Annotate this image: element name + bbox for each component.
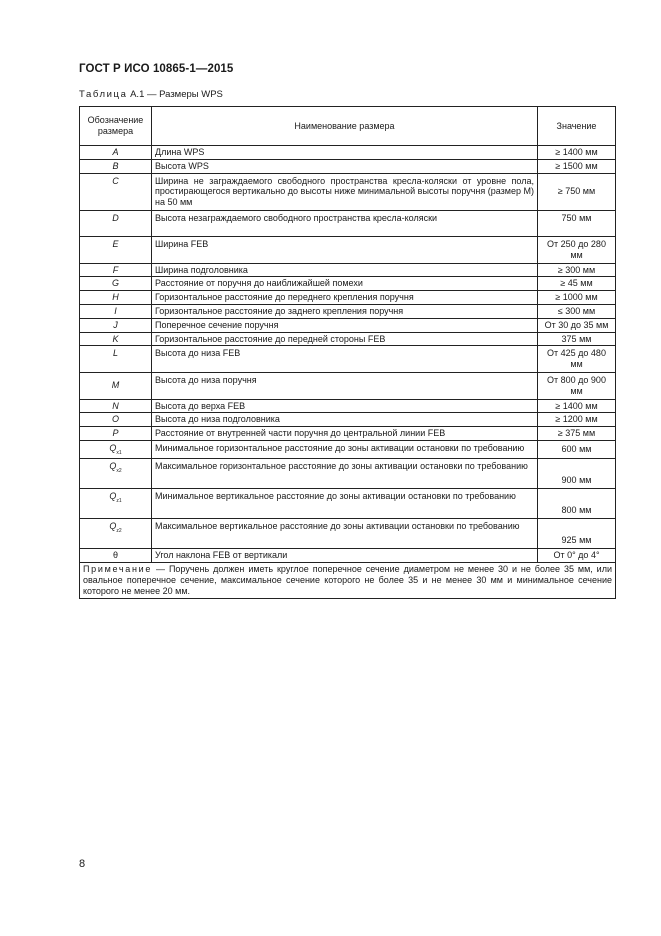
row-value: От 250 до 280 мм <box>538 236 616 263</box>
row-symbol: θ <box>80 548 152 562</box>
row-symbol-letter: Q <box>109 442 117 453</box>
row-symbol-letter: Q <box>109 520 117 531</box>
table-row <box>80 346 616 373</box>
row-symbol: A <box>80 146 152 160</box>
row-name: Высота до низа поручня <box>152 372 538 399</box>
table-row <box>80 236 616 263</box>
row-name: Высота незаграждаемого свободного пространства кресла-коляски <box>152 210 538 236</box>
row-value: ≥ 1400 мм <box>538 399 616 413</box>
table-row <box>80 399 616 413</box>
row-value: 750 мм <box>538 210 616 236</box>
page-number: 8 <box>79 858 86 870</box>
table-row <box>80 318 616 332</box>
table-row <box>80 518 616 548</box>
row-symbol: J <box>80 318 152 332</box>
row-name: Максимальное горизонтальное расстояние до зоны активации остановки по требованию <box>152 458 538 488</box>
note-label: Примечание <box>83 563 153 574</box>
row-symbol-subscript: z1 <box>116 497 122 504</box>
table-note-row <box>80 562 616 599</box>
row-symbol-subscript: x2 <box>116 467 122 474</box>
row-value: От 0° до 4° <box>538 548 616 562</box>
row-symbol <box>80 440 152 458</box>
row-symbol <box>80 488 152 518</box>
row-symbol-subscript: x1 <box>116 449 122 456</box>
row-symbol: L <box>80 346 152 373</box>
row-symbol-letter: Q <box>109 490 117 501</box>
row-value: От 30 до 35 мм <box>538 318 616 332</box>
row-symbol: H <box>80 291 152 305</box>
table-row <box>80 427 616 441</box>
row-value: 925 мм <box>538 518 616 548</box>
row-value: 800 мм <box>538 488 616 518</box>
row-name: Ширина не заграждаемого свободного пространства кресла-коляски от уровне пола, простирающегося вертикально до высоты ниже минимальной высоты поручня (размер M) на 50 мм <box>152 173 538 210</box>
table-caption-prefix: Таблица <box>79 89 128 100</box>
table-caption-title: А.1 — Размеры WPS <box>127 89 223 100</box>
row-value: ≥ 375 мм <box>538 427 616 441</box>
row-value: ≥ 1200 мм <box>538 413 616 427</box>
row-name: Горизонтальное расстояние до переднего крепления поручня <box>152 291 538 305</box>
row-name: Максимальное вертикальное расстояние до зоны активации остановки по требованию <box>152 518 538 548</box>
table-header-row <box>80 107 616 146</box>
row-value: ≥ 45 мм <box>538 277 616 291</box>
row-symbol: N <box>80 399 152 413</box>
row-name: Длина WPS <box>152 146 538 160</box>
row-name: Горизонтальное расстояние до заднего крепления поручня <box>152 304 538 318</box>
row-name: Высота до низа подголовника <box>152 413 538 427</box>
row-value: ≤ 300 мм <box>538 304 616 318</box>
table-row <box>80 277 616 291</box>
row-symbol-subscript: z2 <box>116 527 122 534</box>
table-row <box>80 458 616 488</box>
column-header-value: Значение <box>538 107 616 146</box>
row-name: Высота до низа FEB <box>152 346 538 373</box>
row-name: Расстояние от поручня до наиближайшей помехи <box>152 277 538 291</box>
row-symbol: F <box>80 263 152 277</box>
table-row <box>80 146 616 160</box>
row-value: От 425 до 480 мм <box>538 346 616 373</box>
row-symbol-letter: Q <box>109 460 117 471</box>
row-name: Горизонтальное расстояние до передней стороны FEB <box>152 332 538 346</box>
note-text: — Поручень должен иметь круглое поперечное сечение диаметром не менее 30 и не более 35 мм, или овальное поперечное сечение, максимальное сечение которого не более 35 и не менее 30 мм и минимальное сечение которого не менее 20 мм. <box>83 563 612 597</box>
row-value: От 800 до 900 мм <box>538 372 616 399</box>
row-value: ≥ 1500 мм <box>538 159 616 173</box>
row-value: 375 мм <box>538 332 616 346</box>
row-symbol: I <box>80 304 152 318</box>
table-row <box>80 413 616 427</box>
column-header-name: Наименование размера <box>152 107 538 146</box>
row-symbol: E <box>80 236 152 263</box>
row-name: Расстояние от внутренней части поручня до центральной линии FEB <box>152 427 538 441</box>
row-value: 600 мм <box>538 440 616 458</box>
row-name: Ширина FEB <box>152 236 538 263</box>
row-symbol: D <box>80 210 152 236</box>
dimensions-table <box>79 106 616 599</box>
row-value: ≥ 1000 мм <box>538 291 616 305</box>
row-symbol: C <box>80 173 152 210</box>
table-row <box>80 332 616 346</box>
table-row <box>80 372 616 399</box>
row-symbol: P <box>80 427 152 441</box>
row-name: Высота до верха FEB <box>152 399 538 413</box>
row-symbol: M <box>80 372 152 399</box>
row-name: Минимальное горизонтальное расстояние до зоны активации остановки по требованию <box>152 440 538 458</box>
row-value: ≥ 300 мм <box>538 263 616 277</box>
row-value: ≥ 1400 мм <box>538 146 616 160</box>
table-row <box>80 159 616 173</box>
row-name: Ширина подголовника <box>152 263 538 277</box>
row-symbol: B <box>80 159 152 173</box>
document-header: ГОСТ Р ИСО 10865-1—2015 <box>79 63 234 75</box>
row-symbol <box>80 458 152 488</box>
column-header-symbol: Обозначение размера <box>80 107 152 146</box>
row-value: 900 мм <box>538 458 616 488</box>
row-name: Высота WPS <box>152 159 538 173</box>
table-row <box>80 440 616 458</box>
row-symbol: O <box>80 413 152 427</box>
row-name: Угол наклона FEB от вертикали <box>152 548 538 562</box>
row-name: Минимальное вертикальное расстояние до зоны активации остановки по требованию <box>152 488 538 518</box>
table-row <box>80 173 616 210</box>
table-row <box>80 304 616 318</box>
table-row <box>80 210 616 236</box>
row-symbol: G <box>80 277 152 291</box>
table-note <box>80 562 616 599</box>
table-row <box>80 488 616 518</box>
table-row <box>80 291 616 305</box>
row-name: Поперечное сечение поручня <box>152 318 538 332</box>
row-value: ≥ 750 мм <box>538 173 616 210</box>
table-row <box>80 263 616 277</box>
table-caption <box>79 89 223 100</box>
table-row <box>80 548 616 562</box>
row-symbol: K <box>80 332 152 346</box>
row-symbol <box>80 518 152 548</box>
